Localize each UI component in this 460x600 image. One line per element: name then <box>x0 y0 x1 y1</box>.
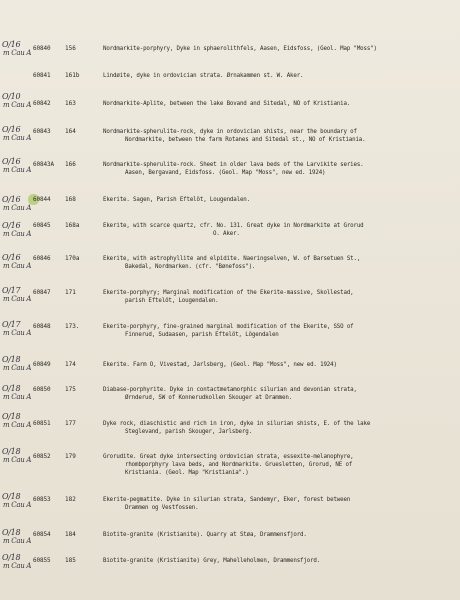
catalog-number: 60855 <box>33 557 51 564</box>
handwritten-annotation: O/18 m Cau A <box>2 447 32 464</box>
catalog-number: 60842 <box>33 100 51 107</box>
specimen-number: 168 <box>65 196 76 203</box>
specimen-number: 174 <box>65 361 76 368</box>
specimen-description: Grorudite. Great dyke intersecting ordovician strata, essexite-melanophyre, rhombporphyry lava beds, and Nordmarkite. Gruesletten, Grorud, NE of Kristiania. (Geol. Map "Kristiania".) <box>103 454 354 476</box>
catalog-number: 60843 <box>33 128 51 135</box>
handwritten-annotation: O/16 m Cau A <box>2 195 32 212</box>
specimen-number: 185 <box>65 557 76 564</box>
specimen-description: Diabase-porphyrite. Dyke in contactmetamorphic silurian and devonian strata, Ørnderud, SW of Konnerudkollen Skouger at Drammen. <box>103 387 357 401</box>
catalog-number: 60847 <box>33 289 51 296</box>
specimen-description: Nordmarkite-Aplite, between the lake Bovand and Sitedal, NO of Kristiania. <box>103 101 351 107</box>
catalog-number: 60852 <box>33 453 51 460</box>
specimen-number: 182 <box>65 496 76 503</box>
handwritten-annotation: O/17 m Cau A <box>2 320 32 337</box>
specimen-description: Ekerite-pegmatite. Dyke in silurian strata, Sandemyr, Eker, forest between Drammen og Vestfossen. <box>103 497 351 511</box>
handwritten-annotation: O/16 m Cau A <box>2 125 32 142</box>
specimen-number: 161b <box>65 72 80 79</box>
catalog-number: 60848 <box>33 323 51 330</box>
specimen-description: Ekerite. Farm O, Vivestad, Jarlsberg, (Geol. Map "Moss", new ed. 1924) <box>103 362 337 368</box>
specimen-description: Nordmarkite-spherulite-rock. Sheet in older lava beds of the Larvikite series. Aasen, Bergavand, Eidsfoss. (Geol. Map "Moss", new ed. 1924) <box>103 162 364 176</box>
handwritten-annotation: O/16 m Cau A <box>2 157 32 174</box>
handwritten-annotation: O/10 m Cau A <box>2 92 32 109</box>
catalog-number: 60840 <box>33 45 51 52</box>
specimen-description: Ekerite. Sagen, Parish Eftelöt, Lougendalen. <box>103 197 250 203</box>
handwritten-annotation: O/18 m Cau A <box>2 384 32 401</box>
specimen-number: 170a <box>65 255 80 262</box>
specimen-description: Lindøite, dyke in ordovician strata. Ørnakammen st. W. Aker. <box>103 73 304 79</box>
handwritten-annotation: O/18 m Cau A <box>2 528 32 545</box>
catalog-number: 60841 <box>33 72 51 79</box>
specimen-number: 168a <box>65 222 80 229</box>
specimen-description: Ekerite, with astrophyllite and elpidite. Naeringselven, W. of Barsetuen St., Bakedal, Nordmarken. (cfr. "Bønefoss"). <box>103 256 361 270</box>
handwritten-annotation: O/16 m Cau A <box>2 253 32 270</box>
catalog-number: 60843A <box>33 161 55 168</box>
specimen-number: 156 <box>65 45 76 52</box>
catalog-number: 60845 <box>33 222 51 229</box>
specimen-number: 164 <box>65 128 76 135</box>
catalog-number: 60854 <box>33 531 51 538</box>
specimen-number: 177 <box>65 420 76 427</box>
catalog-number: 60851 <box>33 420 51 427</box>
specimen-description: Ekerite, with scarce quartz, cfr. No. 131. Great dyke in Nordmarkite at Grorud O. Aker. <box>103 223 364 237</box>
catalog-number: 60850 <box>33 386 51 393</box>
catalog-number: 60846 <box>33 255 51 262</box>
specimen-number: 179 <box>65 453 76 460</box>
specimen-number: 166 <box>65 161 76 168</box>
specimen-description: Biotite-granite (Kristianite) Grey, Mahelleholmen, Drammensfjord. <box>103 558 321 564</box>
handwritten-annotation: O/18 m Cau A <box>2 492 32 509</box>
specimen-number: 175 <box>65 386 76 393</box>
catalog-number: 60853 <box>33 496 51 503</box>
catalog-number: 60844 <box>33 196 51 203</box>
handwritten-annotation: O/16 m Cau A <box>2 40 32 57</box>
specimen-description: Nordmarkite-porphyry, Dyke in sphaerolithfels, Aasen, Eidsfoss, (Geol. Map "Moss") <box>103 46 377 52</box>
handwritten-annotation: O/18 m Cau A <box>2 553 32 570</box>
specimen-number: 171 <box>65 289 76 296</box>
specimen-description: Ekerite-porphyry; Marginal modification of the Ekerite-massive, Skollestad, parish Eftelöt, Lougendalen. <box>103 290 354 304</box>
handwritten-annotation: O/17 m Cau A <box>2 286 32 303</box>
catalog-number: 60849 <box>33 361 51 368</box>
specimen-description: Biotite-granite (Kristianite). Quarry at Støa, Drammensfjord. <box>103 532 307 538</box>
specimen-number: 173. <box>65 323 80 330</box>
handwritten-annotation: O/18 m Cau A <box>2 355 32 372</box>
specimen-number: 184 <box>65 531 76 538</box>
specimen-description: Ekerite-porphyry, fine-grained marginal modification of the Ekerite, SSO of Finnerud, Sudaasen, parish Eftelöt, Lögendalen <box>103 324 354 338</box>
handwritten-annotation: O/18 m Cau A <box>2 412 32 429</box>
specimen-number: 163 <box>65 100 76 107</box>
specimen-description: Dyke rock, diaschistic and rich in iron, dyke in silurian shists, E. of the lake Steglevand, parish Skouger, Jarlsberg. <box>103 421 371 435</box>
specimen-description: Nordmarkite-spherulite-rock, dyke in ordovician shists, near the boundary of Nordmarkite, between the farm Rotanes and Sitedal st., NO of Kristiania. <box>103 129 366 143</box>
handwritten-annotation: O/16 m Cau A <box>2 221 32 238</box>
